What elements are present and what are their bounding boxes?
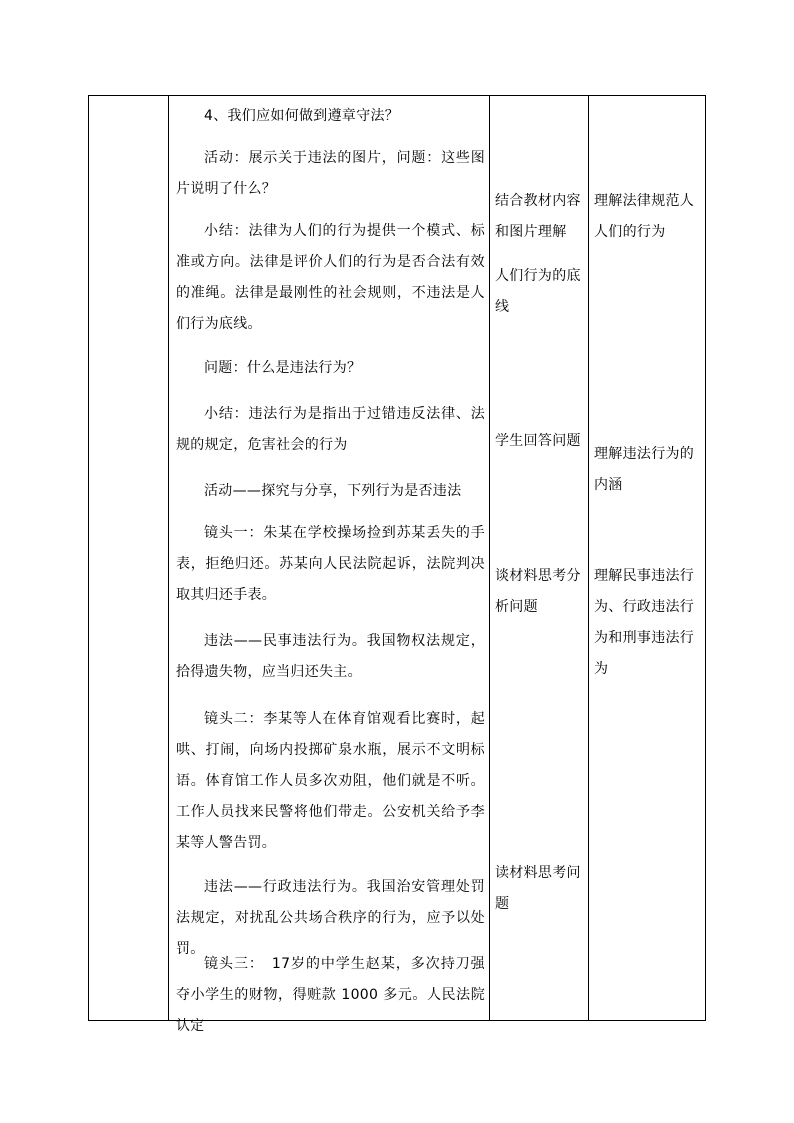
lesson-table: [88, 95, 706, 1034]
content-paragraph: 活动：展示关于违法的图片，问题：这些图片说明了什么？: [176, 150, 485, 197]
content-paragraph: 小结：法律为人们的行为提供一个模式、标准或方向。法律是评价人们的行为是否合法有效的准绳。法律是最刚性的社会规则，不违法是人们行为底线。: [176, 223, 485, 332]
student-activity-text: 谈材料思考分析问题: [495, 568, 581, 615]
design-intent-text: 理解法律规范人人们的行为: [594, 193, 695, 240]
student-activity-text: 人们行为的底线: [495, 268, 581, 315]
student-activity-text: 学生回答问题: [495, 433, 581, 449]
content-paragraph: 镜头三： 17岁的中学生赵某，多次持刀强夺小学生的财物，得赃款 1000 多元。人民法院认定: [176, 956, 485, 1034]
content-paragraph: 镜头一：朱某在学校操场捡到苏某丢失的手表，拒绝归还。苏某向人民法院起诉，法院判决取其归还手表。: [176, 525, 485, 603]
content-paragraph: 活动——探究与分享，下列行为是否违法: [204, 483, 462, 499]
content-heading: 4、我们应如何做到遵章守法？: [204, 108, 400, 124]
design-intent-text: 理解民事违法行为、行政违法行为和刑事违法行为: [594, 568, 695, 677]
content-paragraph: 小结：违法行为是指出于过错违反法律、法规的规定，危害社会的行为: [176, 406, 485, 453]
design-intent-column: [588, 96, 707, 1020]
design-intent-text: 理解违法行为的内涵: [594, 446, 695, 493]
blank-column: [89, 96, 168, 1020]
teaching-content-column: [168, 96, 489, 1034]
content-paragraph: 违法——行政违法行为。我国治安管理处罚法规定，对扰乱公共场合秩序的行为，应予以处罚。: [176, 879, 485, 957]
content-paragraph: 违法——民事违法行为。我国物权法规定，拾得遗失物，应当归还失主。: [176, 633, 485, 680]
content-paragraph: 镜头二：李某等人在体育馆观看比赛时，起哄、打闹，向场内投掷矿泉水瓶，展示不文明标语。体育馆工作人员多次劝阻，他们就是不听。工作人员找来民警将他们带走。公安机关给予李某等人警告罚。: [176, 711, 485, 851]
student-activity-column: [489, 96, 588, 1020]
student-activity-text: 结合教材内容和图片理解: [495, 193, 581, 240]
content-paragraph: 问题：什么是违法行为？: [204, 360, 362, 376]
student-activity-text: 读材料思考问题: [495, 865, 581, 912]
